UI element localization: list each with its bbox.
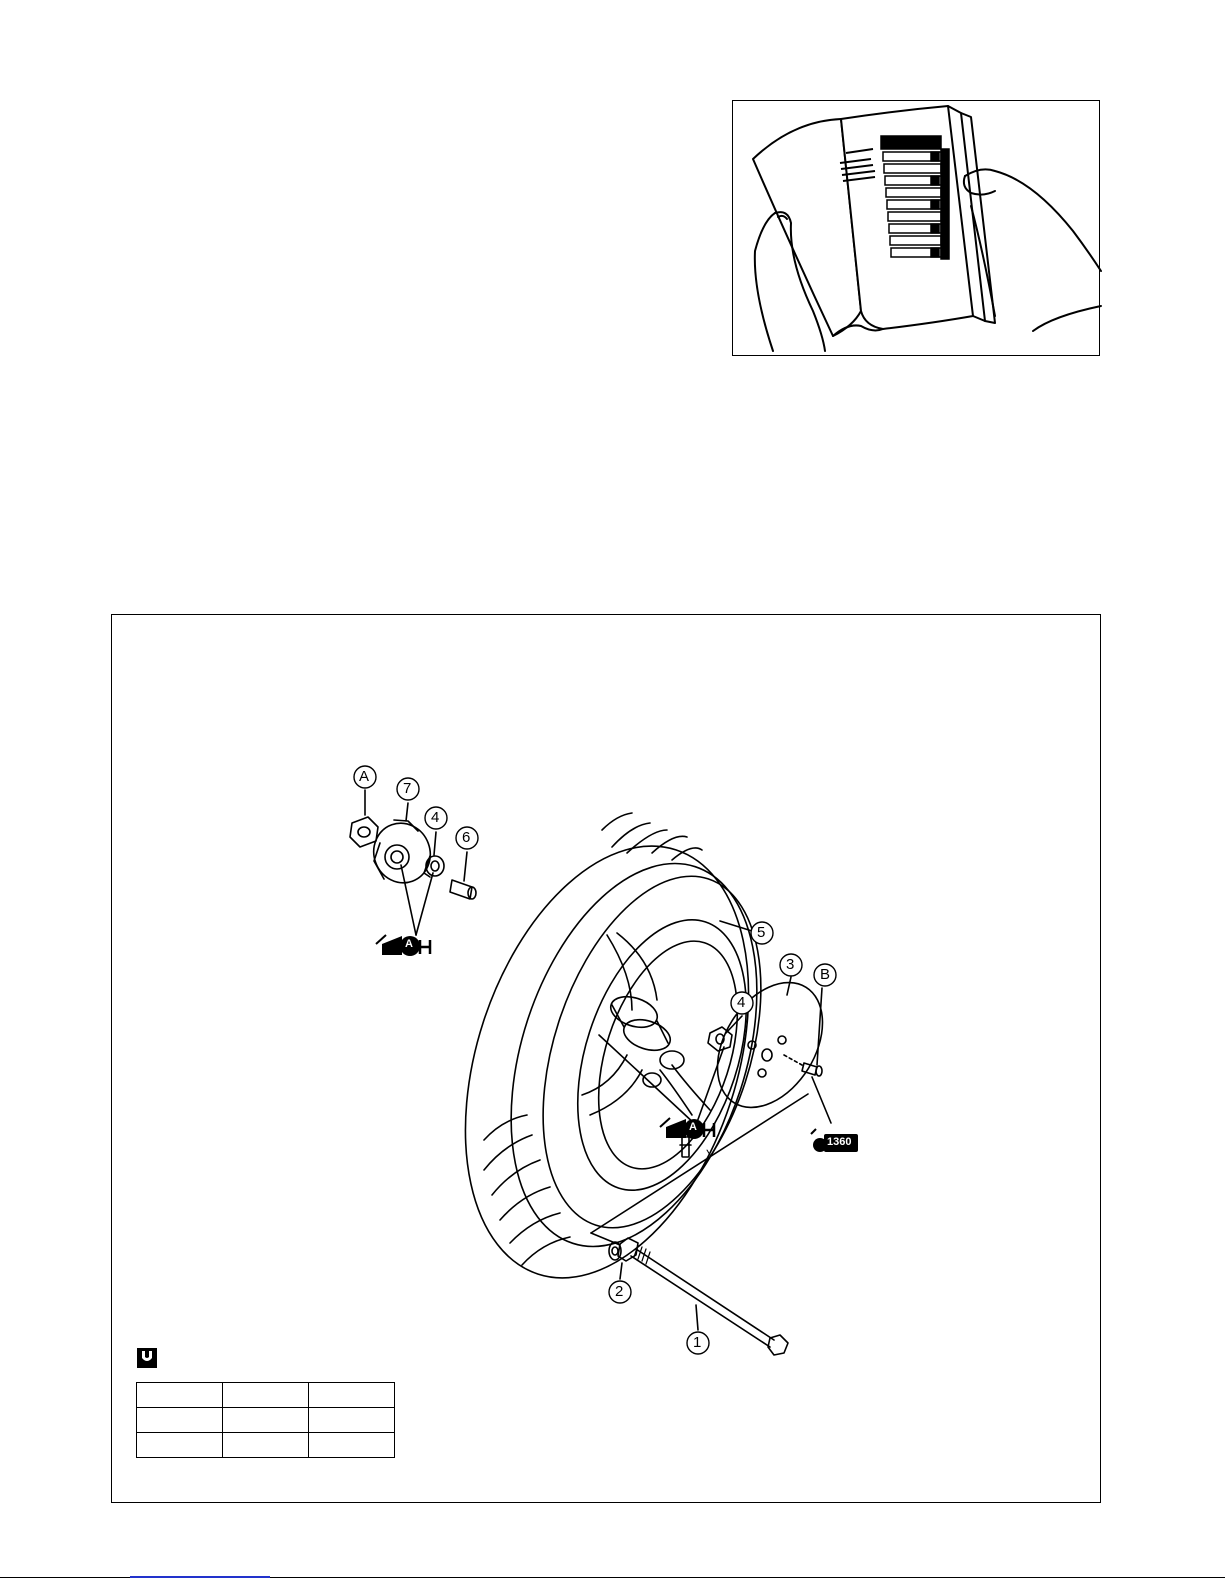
callout-1: 1 [693, 1334, 702, 1351]
locking-agent-label: 1360 [827, 1136, 852, 1148]
callout-A: A [359, 768, 370, 785]
manual-illustration-frame [732, 100, 1100, 356]
table-cell [137, 1408, 223, 1433]
table-cell [309, 1408, 395, 1433]
table-cell [137, 1383, 223, 1408]
callout-5: 5 [757, 924, 766, 941]
table-cell [223, 1383, 309, 1408]
table-cell [309, 1433, 395, 1458]
drive-gear-part [365, 815, 438, 891]
cover-bolt-part [784, 1055, 822, 1076]
grease-symbol-upper [376, 935, 430, 956]
exploded-view-frame [111, 614, 1101, 1503]
torque-table [136, 1382, 395, 1458]
tire [414, 810, 801, 1315]
table-row [137, 1408, 395, 1433]
table-cell [137, 1433, 223, 1458]
callout-3: 3 [786, 956, 795, 973]
axle-nut-part [350, 817, 378, 847]
table-cell [223, 1408, 309, 1433]
table-row [137, 1383, 395, 1408]
grease-symbol-lower-label: A [689, 1121, 697, 1133]
collar-part [450, 880, 476, 899]
table-row [137, 1433, 395, 1458]
table-cell [223, 1433, 309, 1458]
manual-tab-index-illustration [733, 101, 1101, 357]
callout-7: 7 [403, 780, 412, 797]
callout-2: 2 [615, 1283, 624, 1300]
rear-wheel-exploded-diagram [112, 615, 1102, 1504]
callout-4-lower: 4 [737, 994, 746, 1011]
callout-B: B [820, 966, 831, 983]
callout-4-upper: 4 [431, 809, 440, 826]
table-cell [309, 1383, 395, 1408]
torque-wrench-icon [137, 1348, 157, 1368]
footer-link[interactable] [130, 1576, 270, 1578]
callout-6: 6 [462, 829, 471, 846]
bearing-part-upper [424, 856, 444, 877]
grease-symbol-upper-label: A [405, 938, 413, 950]
